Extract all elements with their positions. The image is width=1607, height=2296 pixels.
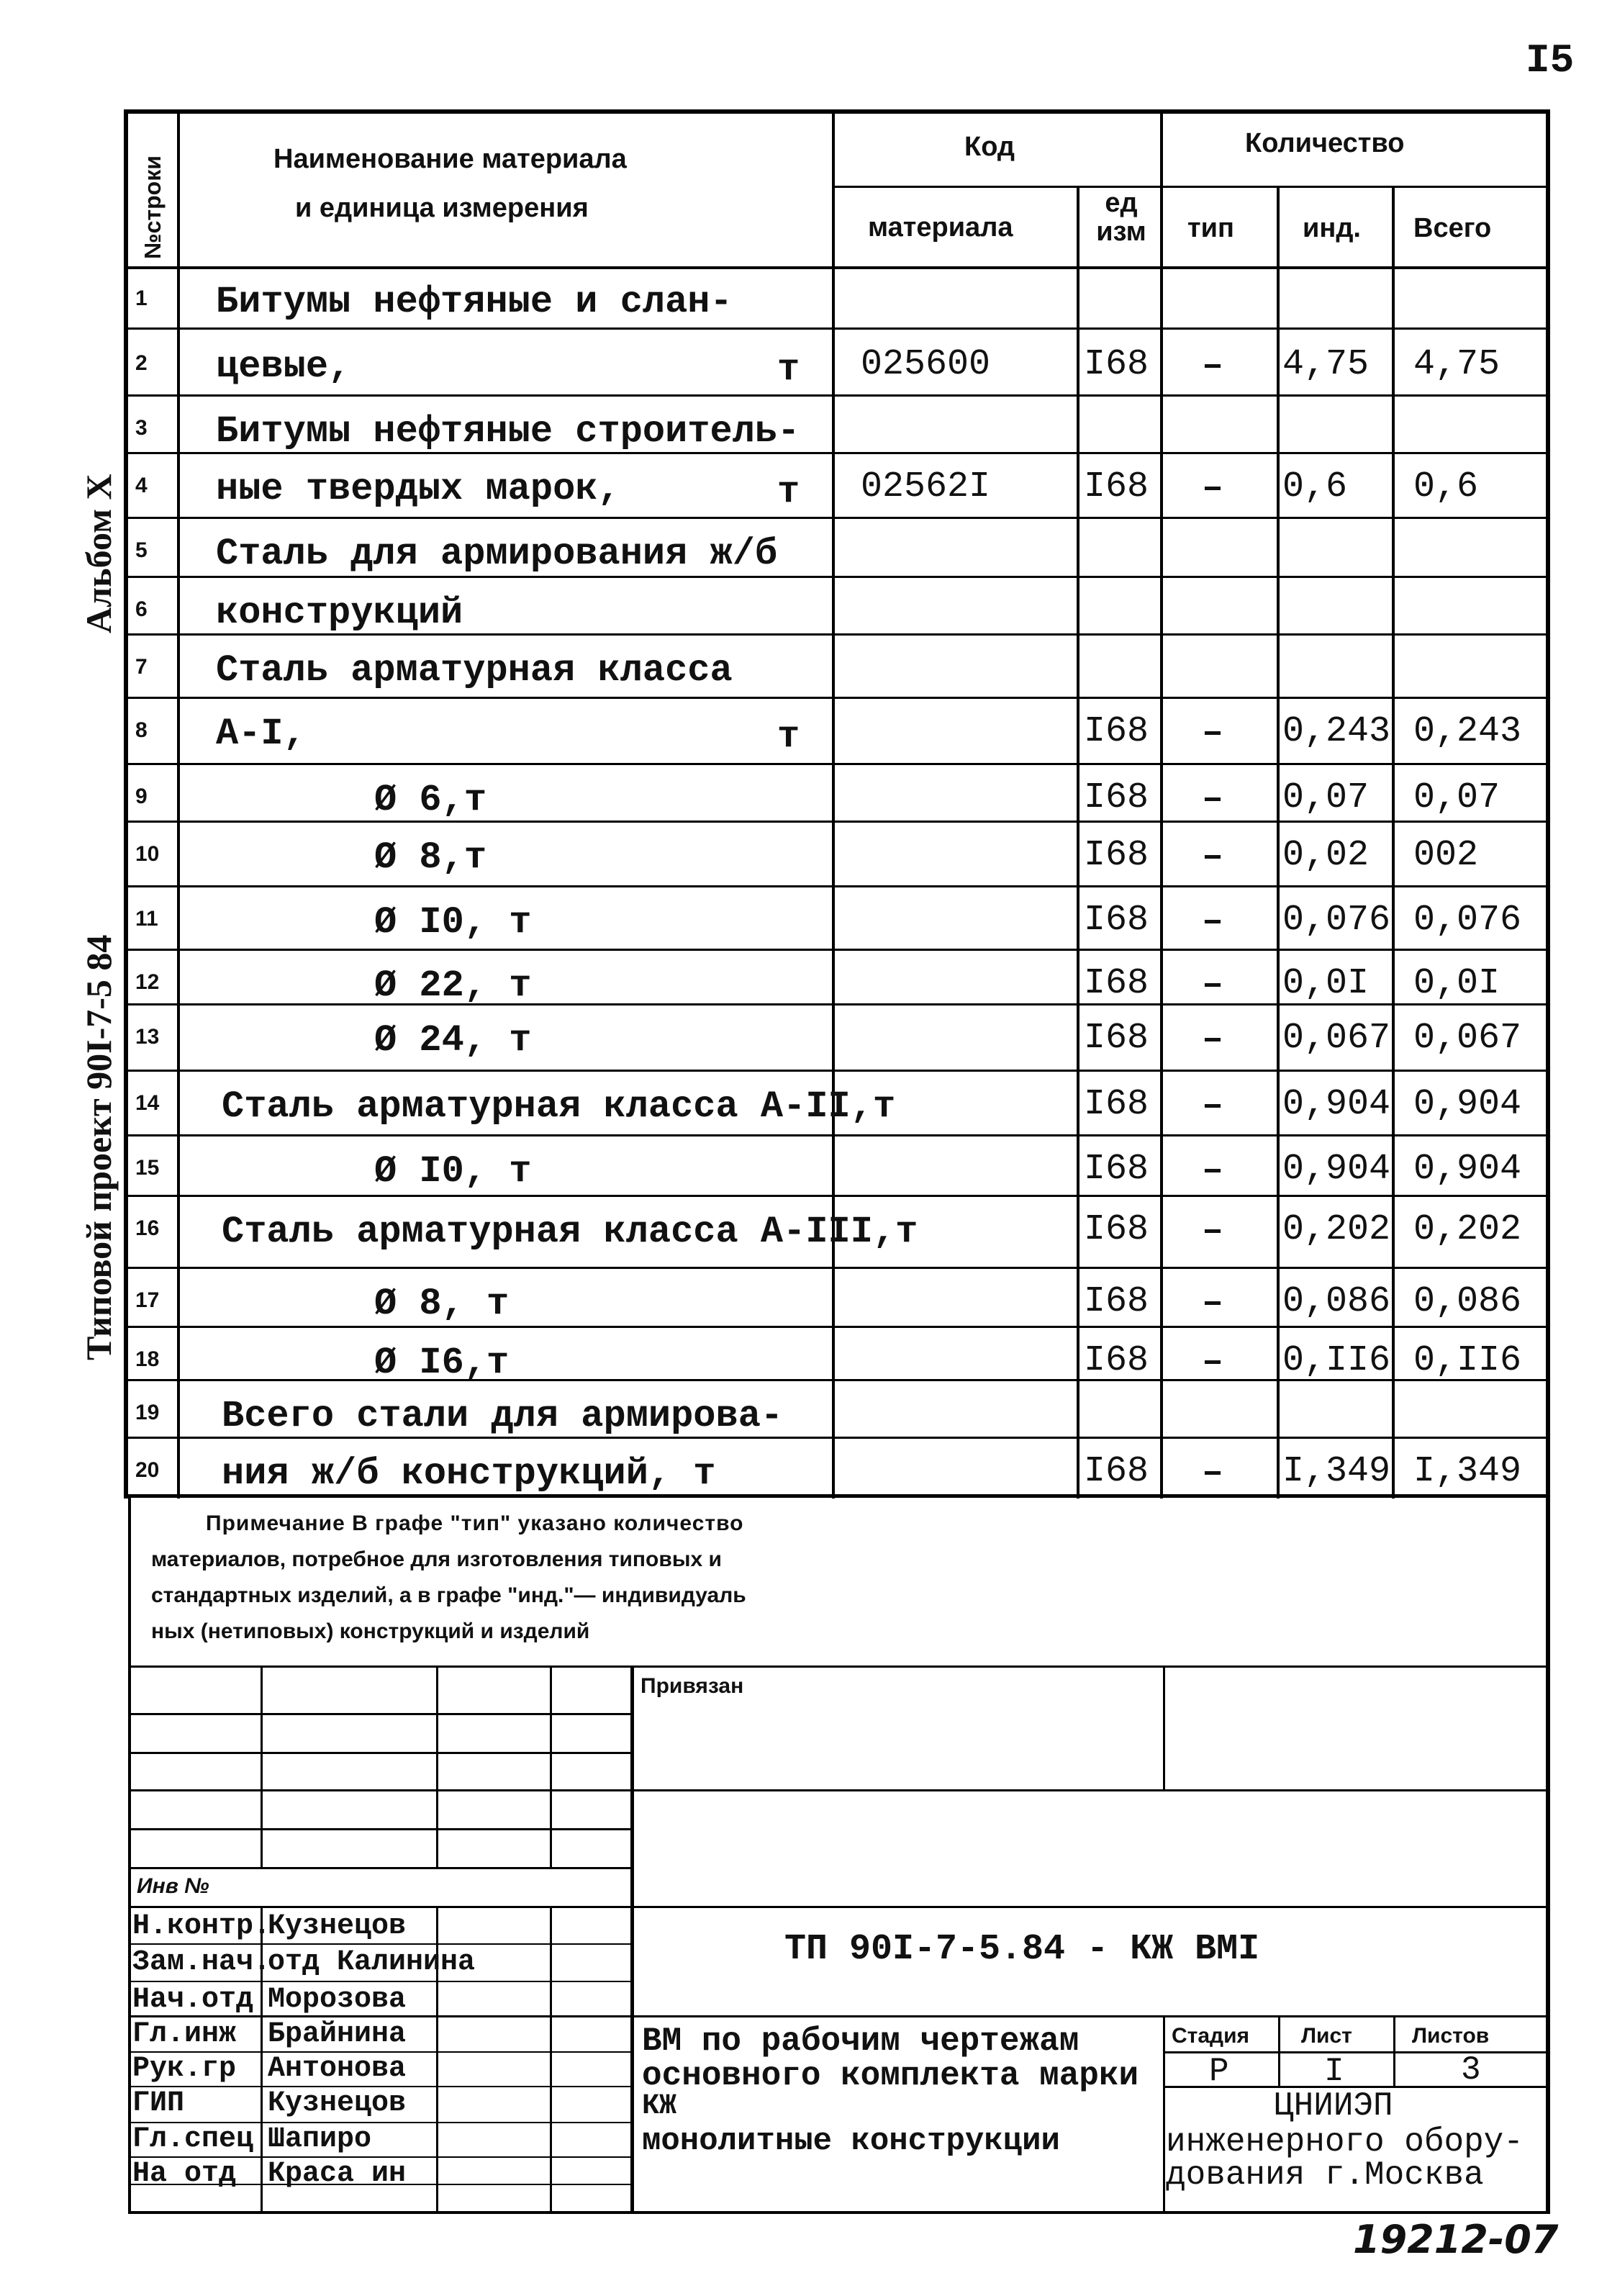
- person-role: На отд: [132, 2158, 237, 2190]
- row-name: Битумы нефтяные и слан-: [216, 281, 733, 323]
- row-number: 20: [135, 1458, 160, 1482]
- stamp-inv-label: Инв №: [137, 1874, 209, 1898]
- row-ind: 0,02: [1282, 835, 1370, 876]
- header-row-no: №строки: [140, 155, 166, 259]
- row-ind: 0,086: [1282, 1281, 1391, 1322]
- side-album: Альбом X: [78, 474, 119, 633]
- row-name: Битумы нефтяные строитель-: [216, 410, 800, 453]
- stamp-privyazan: Привязан: [640, 1674, 744, 1698]
- row-unit: I68: [1084, 1209, 1149, 1250]
- row-type: –: [1202, 468, 1224, 509]
- stamp-title-line2: основного комплекта марки: [642, 2057, 1139, 2094]
- person-role: Н.контр.: [132, 1910, 271, 1943]
- row-name: Ø I0, т: [374, 1150, 532, 1193]
- row-unit: I68: [1084, 835, 1149, 876]
- row-name: ные твердых марок,: [216, 468, 620, 510]
- row-unit: I68: [1084, 1281, 1149, 1322]
- row-ind: 0,6: [1282, 466, 1348, 507]
- row-ind: 0,904: [1282, 1084, 1391, 1125]
- note-line1: Примечание В графе "тип" указано количество: [206, 1511, 744, 1535]
- row-ind: 0,904: [1282, 1149, 1391, 1190]
- row-total: 0,II6: [1413, 1340, 1522, 1381]
- note-line3: стандартных изделий, а в графе "инд."— индивидуаль: [151, 1583, 746, 1607]
- header-type: тип: [1187, 213, 1234, 243]
- row-number: 7: [135, 655, 148, 679]
- row-number: 16: [135, 1216, 160, 1240]
- row-name: Ø 22, т: [374, 964, 532, 1007]
- row-total: I,349: [1413, 1451, 1522, 1492]
- row-number: 8: [135, 718, 148, 742]
- row-ind: I,349: [1282, 1451, 1391, 1492]
- row-total: 0,086: [1413, 1281, 1522, 1322]
- row-type: –: [1202, 1342, 1224, 1383]
- row-number: 15: [135, 1156, 160, 1180]
- row-number: 2: [135, 351, 148, 375]
- row-unit: I68: [1084, 711, 1149, 752]
- person-name: отд Калинина: [268, 1946, 476, 1979]
- row-total: 0,904: [1413, 1084, 1522, 1125]
- row-ind: 0,243: [1282, 711, 1391, 752]
- row-code: 02562I: [861, 466, 991, 507]
- row-name: Всего стали для армирова-: [222, 1395, 784, 1437]
- person-name: Антонова: [268, 2053, 407, 2085]
- person-name: Кузнецов: [268, 2087, 407, 2120]
- header-code: Код: [964, 132, 1015, 162]
- row-name: Сталь арматурная класса А-II,т: [222, 1085, 896, 1128]
- row-unit: I68: [1084, 777, 1149, 818]
- row-name: Ø I6,т: [374, 1342, 510, 1384]
- row-name: Ø 8,т: [374, 836, 487, 879]
- row-total: 0,202: [1413, 1209, 1522, 1250]
- row-number: 19: [135, 1401, 160, 1424]
- row-type: –: [1202, 1452, 1224, 1493]
- stamp-title-line1: ВМ по рабочим чертежам: [642, 2022, 1079, 2060]
- header-name-line1: Наименование материала: [273, 144, 627, 174]
- person-name: Шапиро: [268, 2123, 372, 2156]
- row-number: 9: [135, 785, 148, 808]
- stamp-title-line3: КЖ: [642, 2090, 677, 2123]
- row-total: 0,07: [1413, 777, 1500, 818]
- header-total: Всего: [1413, 213, 1492, 243]
- header-unit: ед изм: [1096, 188, 1146, 247]
- archive-number: 19212-07: [1353, 2217, 1559, 2262]
- row-unit: I68: [1084, 1149, 1149, 1190]
- stamp-stage: Р: [1209, 2053, 1229, 2090]
- stamp-org-line1: ЦНИИЭП: [1274, 2087, 1393, 2125]
- row-ind: 0,076: [1282, 900, 1391, 941]
- row-number: 11: [135, 907, 158, 931]
- note-line2: материалов, потребное для изготовления типовых и: [151, 1547, 722, 1571]
- stamp-title-line4: монолитные конструкции: [642, 2123, 1060, 2159]
- row-name: Ø I0, т: [374, 901, 532, 944]
- stamp-designation: ТП 90I-7-5.84 - КЖ ВМI: [784, 1929, 1260, 1970]
- stamp-org-line3: дования г.Москва: [1166, 2156, 1484, 2194]
- row-number: 14: [135, 1091, 160, 1115]
- row-total: 0,076: [1413, 900, 1522, 941]
- row-ind: 0,0I: [1282, 963, 1370, 1004]
- row-total: 0,6: [1413, 466, 1479, 507]
- note-line4: ных (нетиповых) конструкций и изделий: [151, 1619, 590, 1643]
- row-total: 4,75: [1413, 344, 1500, 385]
- header-quantity: Количество: [1245, 128, 1405, 158]
- person-role: Гл.инж: [132, 2018, 237, 2051]
- row-ind: 0,202: [1282, 1209, 1391, 1250]
- row-unit: I68: [1084, 963, 1149, 1004]
- row-unit: I68: [1084, 1084, 1149, 1125]
- stamp-sheet: I: [1324, 2053, 1344, 2090]
- row-type: –: [1202, 901, 1224, 942]
- row-type: –: [1202, 964, 1224, 1005]
- header-name-line2: и единица измерения: [295, 193, 589, 223]
- row-type: –: [1202, 836, 1224, 877]
- row-number: 6: [135, 597, 148, 621]
- side-project: Типовой проект 90I-7-5 84: [78, 934, 119, 1360]
- row-number: 12: [135, 970, 160, 994]
- row-type: –: [1202, 1283, 1224, 1324]
- row-unit-mark: т: [777, 471, 800, 513]
- row-total: 0,067: [1413, 1018, 1522, 1059]
- row-ind: 0,II6: [1282, 1340, 1391, 1381]
- row-ind: 0,07: [1282, 777, 1370, 818]
- row-total: 0,0I: [1413, 963, 1500, 1004]
- row-ind: 0,067: [1282, 1018, 1391, 1059]
- row-number: 4: [135, 474, 148, 497]
- stamp-sheets-label: Листов: [1412, 2024, 1490, 2048]
- person-name: Кузнецов: [268, 1910, 407, 1943]
- row-number: 3: [135, 416, 148, 440]
- row-total: 0,904: [1413, 1149, 1522, 1190]
- row-total: 002: [1413, 835, 1479, 876]
- row-type: –: [1202, 713, 1224, 754]
- row-name: А-I,: [216, 713, 306, 755]
- row-name: Ø 8, т: [374, 1283, 510, 1325]
- header-ind: инд.: [1303, 213, 1361, 243]
- stamp-org-line2: инженерного обору-: [1166, 2123, 1524, 2161]
- row-unit: I68: [1084, 1018, 1149, 1059]
- row-type: –: [1202, 345, 1224, 387]
- row-unit: I68: [1084, 1340, 1149, 1381]
- row-number: 5: [135, 538, 148, 562]
- row-type: –: [1202, 1019, 1224, 1060]
- page-number: I5: [1526, 37, 1575, 83]
- row-name: конструкций: [216, 592, 463, 634]
- person-role: Рук.гр: [132, 2053, 237, 2085]
- row-name: Сталь арматурная класса А-III,т: [222, 1211, 918, 1253]
- row-unit-mark: т: [777, 715, 800, 758]
- row-ind: 4,75: [1282, 344, 1370, 385]
- row-type: –: [1202, 779, 1224, 820]
- row-name: ния ж/б конструкций, т: [222, 1452, 716, 1495]
- row-name: Сталь арматурная класса: [216, 649, 733, 692]
- row-type: –: [1202, 1211, 1224, 1252]
- row-type: –: [1202, 1085, 1224, 1126]
- person-role: ГИП: [132, 2087, 185, 2120]
- row-number: 13: [135, 1025, 160, 1049]
- row-unit: I68: [1084, 900, 1149, 941]
- stamp-sheet-label: Лист: [1301, 2024, 1352, 2048]
- row-type: –: [1202, 1150, 1224, 1191]
- row-unit: I68: [1084, 466, 1149, 507]
- stamp-stage-label: Стадия: [1172, 2024, 1250, 2048]
- row-unit-mark: т: [777, 348, 800, 391]
- row-name: Ø 24, т: [374, 1019, 532, 1062]
- stamp-sheets: 3: [1461, 2051, 1481, 2089]
- person-role: Гл.спец: [132, 2123, 254, 2156]
- row-number: 10: [135, 842, 160, 866]
- person-name: Морозова: [268, 1984, 407, 2016]
- row-unit: I68: [1084, 344, 1149, 385]
- row-total: 0,243: [1413, 711, 1522, 752]
- row-code: 025600: [861, 344, 991, 385]
- row-name: цевые,: [216, 345, 351, 388]
- header-code-material: материала: [868, 212, 1013, 243]
- row-number: 1: [135, 286, 148, 310]
- row-number: 17: [135, 1288, 160, 1312]
- person-role: Зам.нач.: [132, 1946, 271, 1979]
- row-name: Сталь для армирования ж/б: [216, 533, 778, 575]
- person-name: Брайнина: [268, 2018, 407, 2051]
- row-number: 18: [135, 1347, 160, 1371]
- row-unit: I68: [1084, 1451, 1149, 1492]
- person-name: Краса ин: [268, 2158, 407, 2190]
- person-role: Нач.отд: [132, 1984, 254, 2016]
- row-name: Ø 6,т: [374, 779, 487, 821]
